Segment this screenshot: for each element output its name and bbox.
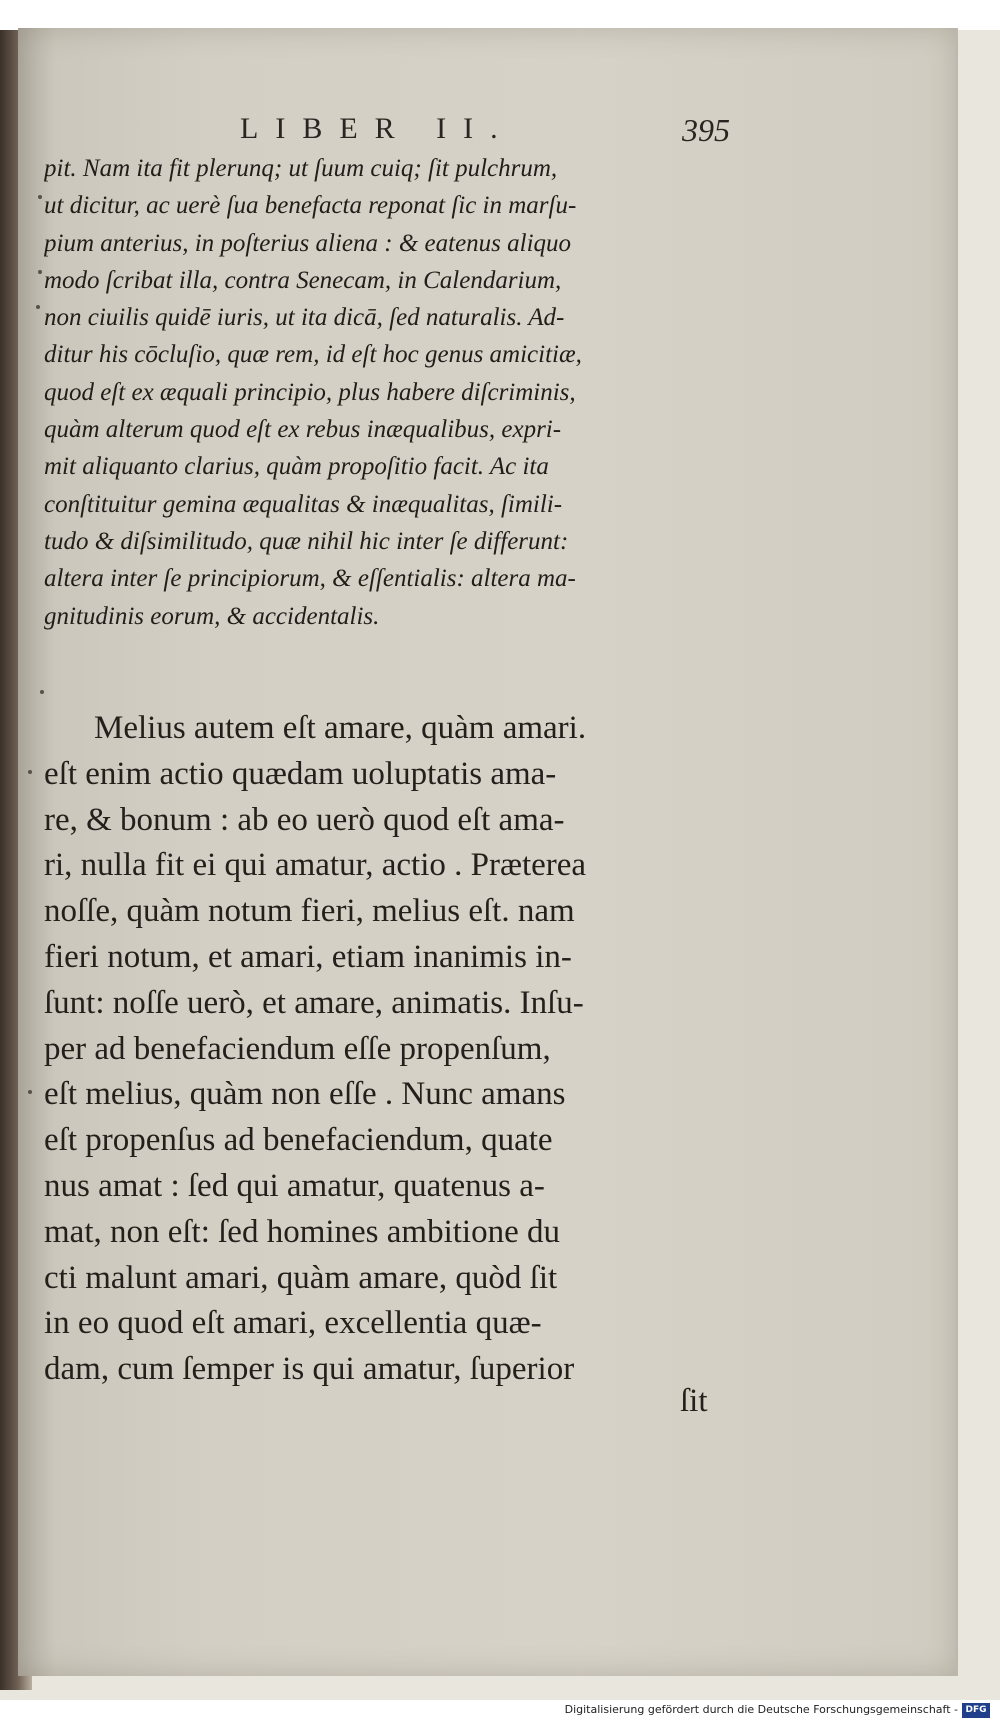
main-text-line: fieri notum, et amari, etiam inanimis in- bbox=[44, 938, 572, 975]
main-text-line: eſt melius, quàm non eſſe . Nunc amans bbox=[44, 1076, 566, 1113]
commentary-line: pit. Nam ita fit plerunq; ut ſuum cuiq; ſit pulchrum, bbox=[44, 155, 558, 182]
commentary-line: ut dicitur, ac uerè ſua benefacta reponat ſic in marſu- bbox=[44, 192, 577, 220]
commentary-line: conſtituitur gemina æqualitas & inæqualitas, ſimili- bbox=[44, 490, 563, 518]
main-text-line: in eo quod eſt amari, excellentia quæ- bbox=[44, 1305, 542, 1342]
main-text-line: noſſe, quàm notum fieri, melius eſt. nam bbox=[44, 893, 575, 930]
margin-mark bbox=[36, 305, 40, 309]
page-header bbox=[240, 112, 730, 154]
margin-mark bbox=[40, 690, 44, 694]
funding-credit: Digitalisierung gefördert durch die Deutsche Forschungsgemeinschaft - bbox=[564, 1703, 958, 1716]
main-text-line: per ad benefaciendum eſſe propenſum, bbox=[44, 1030, 551, 1067]
scan-top-margin bbox=[0, 0, 1000, 30]
folio-number: 395 bbox=[682, 112, 730, 148]
margin-mark bbox=[28, 1090, 32, 1094]
scan-footer bbox=[0, 1700, 1000, 1725]
main-text-line: dam, cum ſemper is qui amatur, ſuperior bbox=[44, 1351, 575, 1388]
main-text-line: eſt enim actio quædam uoluptatis ama- bbox=[44, 755, 557, 792]
commentary-block bbox=[44, 150, 744, 635]
main-text-line: eſt propenſus ad benefaciendum, quate bbox=[44, 1122, 553, 1159]
dfg-logo-icon: DFG bbox=[962, 1703, 990, 1718]
main-text-line: ri, nulla fit ei qui amatur, actio . Præterea bbox=[44, 847, 587, 884]
commentary-line: modo ſcribat illa, contra Senecam, in Calendarium, bbox=[44, 266, 562, 294]
margin-mark bbox=[38, 270, 42, 274]
running-title: LIBER II. bbox=[240, 112, 515, 145]
commentary-line: gnitudinis eorum, & accidentalis. bbox=[44, 602, 380, 630]
commentary-line: tudo & diſsimilitudo, quæ nihil hic inter ſe differunt: bbox=[44, 527, 569, 555]
commentary-line: quàm alterum quod eſt ex rebus inæqualibus, expri- bbox=[44, 416, 562, 444]
commentary-line: non ciuilis quidē iuris, ut ita dicā, ſed naturalis. Ad- bbox=[44, 304, 565, 332]
commentary-line: ditur his cōcluſio, quæ rem, id eſt hoc genus amicitiæ, bbox=[44, 341, 582, 369]
margin-mark bbox=[28, 770, 32, 774]
main-text-line: mat, non eſt: ſed homines ambitione du bbox=[44, 1213, 560, 1250]
catchword: ſit bbox=[680, 1383, 708, 1419]
main-text-line: re, & bonum : ab eo uerò quod eſt ama- bbox=[44, 801, 565, 838]
commentary-line: mit aliquanto clarius, quàm propoſitio facit. Ac ita bbox=[44, 453, 549, 481]
main-text-line: ſunt: noſſe uerò, et amare, animatis. Inſu- bbox=[44, 984, 584, 1021]
commentary-line: quod eſt ex æquali principio, plus habere diſcriminis, bbox=[44, 378, 576, 406]
commentary-line: pium anterius, in poſterius aliena : & eatenus aliquo bbox=[44, 229, 572, 257]
main-text-line: cti malunt amari, quàm amare, quòd ſit bbox=[44, 1259, 558, 1296]
main-text-line: Melius autem eſt amare, quàm amari. bbox=[94, 710, 587, 746]
main-text-line: nus amat : ſed qui amatur, quatenus a- bbox=[44, 1167, 545, 1204]
margin-mark bbox=[38, 195, 42, 199]
commentary-line: altera inter ſe principiorum, & eſſentialis: altera ma- bbox=[44, 565, 576, 593]
main-text-block bbox=[44, 706, 744, 1393]
